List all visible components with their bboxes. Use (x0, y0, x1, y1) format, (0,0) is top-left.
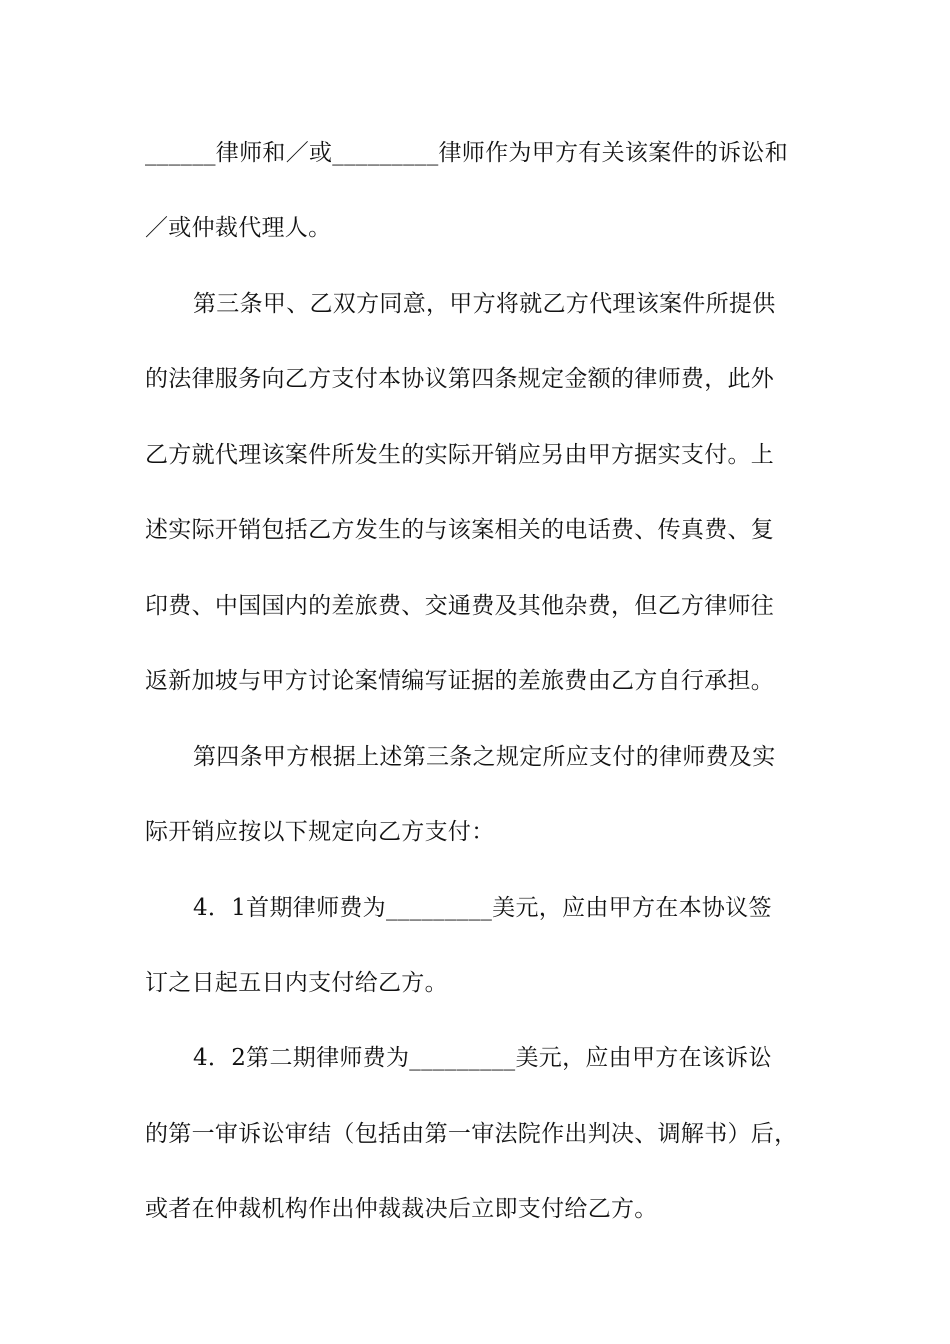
text-line-4: 的法律服务向乙方支付本协议第四条规定金额的律师费，此外 (145, 366, 775, 392)
text-line-5: 乙方就代理该案件所发生的实际开销应另由甲方据实支付。上 (145, 442, 775, 468)
text-line-10: 际开销应按以下规定向乙方支付： (145, 819, 495, 845)
clause-4-2-line: 4．2第二期律师费为_________美元，应由甲方在该诉讼 (193, 1045, 772, 1071)
text-line-2: ／或仲裁代理人。 (145, 215, 332, 241)
article-4-heading-line: 第四条甲方根据上述第三条之规定所应支付的律师费及实 (193, 744, 776, 770)
text-line-7: 印费、中国国内的差旅费、交通费及其他杂费，但乙方律师往 (145, 593, 775, 619)
text-line-14: 的第一审诉讼审结（包括由第一审法院作出判决、调解书）后， (145, 1121, 798, 1147)
text-line-8: 返新加坡与甲方讨论案情编写证据的差旅费由乙方自行承担。 (145, 668, 775, 694)
text-line-1: ______律师和／或_________律师作为甲方有关该案件的诉讼和 (145, 140, 788, 166)
clause-4-1-line: 4．1首期律师费为_________美元，应由甲方在本协议签 (193, 895, 772, 921)
article-3-heading-line: 第三条甲、乙双方同意，甲方将就乙方代理该案件所提供 (193, 291, 776, 317)
text-line-6: 述实际开销包括乙方发生的与该案相关的电话费、传真费、复 (145, 517, 775, 543)
text-line-12: 订之日起五日内支付给乙方。 (145, 970, 448, 996)
text-line-15: 或者在仲裁机构作出仲裁裁决后立即支付给乙方。 (145, 1196, 658, 1222)
